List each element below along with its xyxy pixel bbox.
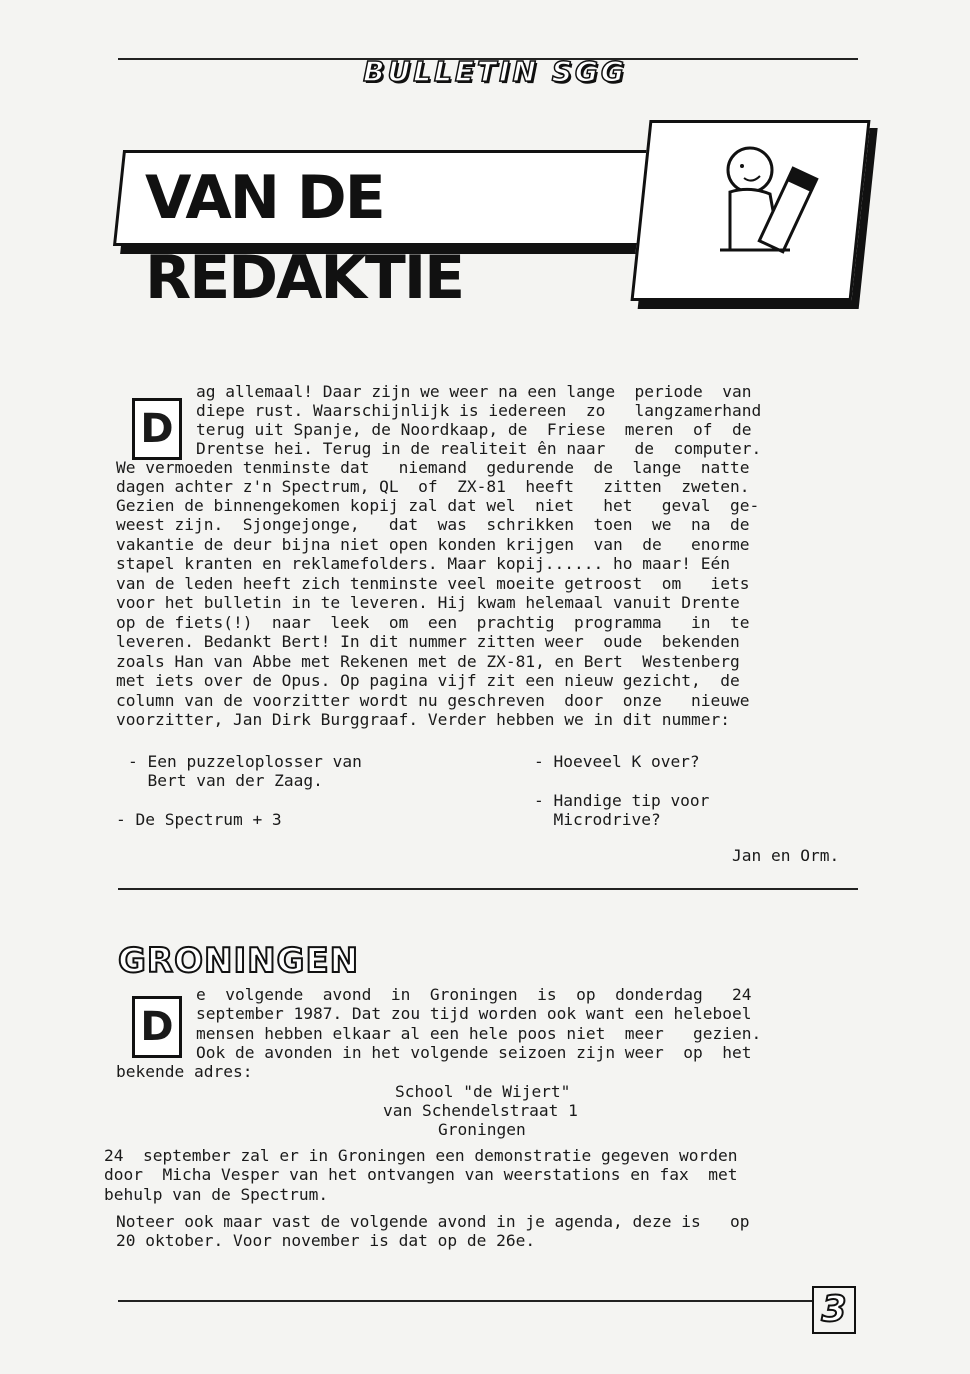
groningen-para: door Micha Vesper van het ontvangen van weerstations en fax met xyxy=(104,1165,738,1184)
address-line: Groningen xyxy=(438,1120,526,1139)
address-line: School "de Wijert" xyxy=(395,1082,571,1101)
list-item: - Een puzzeloplosser van xyxy=(128,752,362,771)
redaktie-line: vakantie de deur bijna niet open konden krijgen van de enorme xyxy=(116,535,750,554)
redaktie-line: column van de voorzitter wordt nu geschreven door onze nieuwe xyxy=(116,691,750,710)
groningen-line: bekende adres: xyxy=(116,1062,253,1081)
list-item: Bert van der Zaag. xyxy=(128,771,323,790)
groningen-para: Noteer ook maar vast de volgende avond in je agenda, deze is op xyxy=(116,1212,750,1231)
redaktie-line: Drentse hei. Terug in de realiteit ên naar de computer. xyxy=(196,439,762,458)
dropcap-groningen: D xyxy=(132,996,182,1058)
section-title-groningen: GRONINGEN xyxy=(118,941,360,981)
redaktie-line: stapel kranten en reklamefolders. Maar kopij...... ho maar! Eén xyxy=(116,554,730,573)
page-title: VAN DE REDAKTIE xyxy=(145,163,464,313)
groningen-para: behulp van de Spectrum. xyxy=(104,1185,329,1204)
groningen-line: e volgende avond in Groningen is op donderdag 24 xyxy=(196,985,752,1004)
redaktie-line: Gezien de binnengekomen kopij zal dat wel niet het geval ge- xyxy=(116,496,760,515)
redaktie-line: voorzitter, Jan Dirk Burggraaf. Verder hebben we in dit nummer: xyxy=(116,710,730,729)
list-item: - Hoeveel K over? xyxy=(534,752,700,771)
list-item: - Handige tip voor xyxy=(534,791,710,810)
redaktie-line: dagen achter z'n Spectrum, QL of ZX-81 heeft zitten zweten. xyxy=(116,477,750,496)
section-divider xyxy=(118,888,858,890)
groningen-para: 20 oktober. Voor november is dat op de 26e. xyxy=(116,1231,536,1250)
groningen-line: Ook de avonden in het volgende seizoen zijn weer op het xyxy=(196,1043,752,1062)
redaktie-line: voor het bulletin in te leveren. Hij kwam helemaal vanuit Drente xyxy=(116,593,740,612)
redaktie-line: van de leden heeft zich tenminste veel moeite getroost om iets xyxy=(116,574,750,593)
list-item: - De Spectrum + 3 xyxy=(116,810,282,829)
groningen-para: 24 september zal er in Groningen een demonstratie gegeven worden xyxy=(104,1146,738,1165)
groningen-line: september 1987. Dat zou tijd worden ook want een heleboel xyxy=(196,1004,752,1023)
redaktie-line: ag allemaal! Daar zijn we weer na een lange periode van xyxy=(196,382,752,401)
redaktie-line: We vermoeden tenminste dat niemand gedurende de lange natte xyxy=(116,458,750,477)
pencil-mascot-icon xyxy=(690,130,840,280)
redaktie-line: diepe rust. Waarschijnlijk is iedereen zo langzamerhand xyxy=(196,401,762,420)
redaktie-line: zoals Han van Abbe met Rekenen met de ZX-81, en Bert Westenberg xyxy=(116,652,740,671)
bulletin-badge: BULLETIN SGG xyxy=(363,55,627,88)
list-item: Microdrive? xyxy=(534,810,661,829)
page-number: 3 xyxy=(812,1286,856,1334)
signature: Jan en Orm. xyxy=(732,846,840,865)
redaktie-line: op de fiets(!) naar leek om een prachtig programma in te xyxy=(116,613,750,632)
address-line: van Schendelstraat 1 xyxy=(383,1101,578,1120)
bottom-rule xyxy=(118,1300,812,1302)
redaktie-line: weest zijn. Sjongejonge, dat was schrikken toen we na de xyxy=(116,515,750,534)
redaktie-line: met iets over de Opus. Op pagina vijf zit een nieuw gezicht, de xyxy=(116,671,740,690)
redaktie-line: leveren. Bedankt Bert! In dit nummer zitten weer oude bekenden xyxy=(116,632,740,651)
dropcap-redaktie: D xyxy=(132,398,182,460)
redaktie-line: terug uit Spanje, de Noordkaap, de Friese meren of de xyxy=(196,420,752,439)
groningen-line: mensen hebben elkaar al een hele poos niet meer gezien. xyxy=(196,1024,762,1043)
